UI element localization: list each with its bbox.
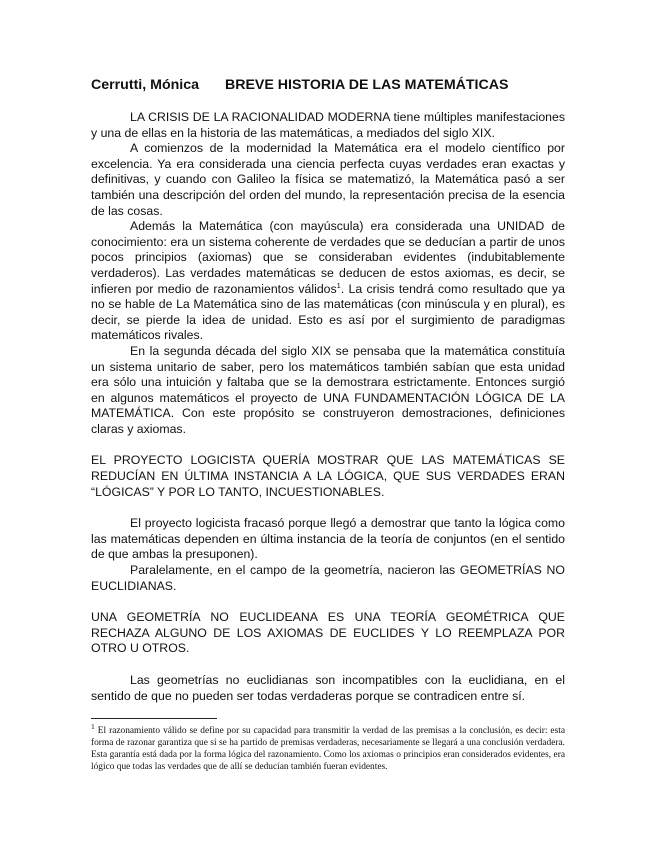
emphasis-paragraph-logicism: EL PROYECTO LOGICISTA QUERÍA MOSTRAR QUE LAS MATEMÁTICAS SE REDUCÍAN EN ÚLTIMA INSTANCIA A LA LÓGICA, QUE SUS VERDADES ERAN “LÓGICAS” Y POR LO TANTO, INCUESTIONABLES. [91,453,565,499]
paragraph-6: Paralelamente, en el campo de la geometría, nacieron las GEOMETRÍAS NO EUCLIDIANAS. [91,563,565,593]
document-page [91,76,565,773]
author-name: Cerrutti, Mónica [91,77,199,93]
paragraph-3 [91,219,565,344]
paragraph-5: El proyecto logicista fracasó porque llegó a demostrar que tanto la lógica como las matemáticas dependen en última instancia de la teoría de conjuntos (en el sentido de que ambas la presuponen). [91,516,565,562]
paragraph-1: LA CRISIS DE LA RACIONALIDAD MODERNA tiene múltiples manifestaciones y una de ellas en la historia de las matemáticas, a mediados del siglo XIX. [91,110,565,140]
paragraph-3-text-b: . La crisis tendrá como resultado que ya no se hable de La Matemática sino de las matemáticas (con minúscula y en plural), es decir, se pierde la idea de unidad. Esto es así por el surgimiento de paradigmas matemáticos rivales. [91,281,566,343]
footnote-number: 1 [91,722,95,732]
paragraph-2: A comienzos de la modernidad la Matemática era el modelo científico por excelencia. Ya era considerada una ciencia perfecta cuyas verdades eran exactas y definitivas, y cuando con Galileo la física se matematizó, la Matemática pasó a ser también una descripción del orden del mundo, la representación precisa de la esencia de las cosas. [91,141,565,218]
document-title: BREVE HISTORIA DE LAS MATEMÁTICAS [224,77,509,93]
paragraph-7: Las geometrías no euclidianas son incompatibles con la euclidiana, en el sentido de que no pueden ser todas verdaderas porque se contradicen entre sí. [91,673,565,703]
footnote-text: El razonamiento válido se define por su capacidad para transmitir la verdad de las premisas a la conclusión, es decir: esta forma de razonar garantiza que si se ha partido de premisas verdaderas, necesariamente se llegará a una conclusión verdadera. Esta garantía está dada por la forma lógica del razonamiento. Como los axiomas o principios eran considerados evidentes, era lógico que todas las verdades que de allí se deducían también fueran evidentes. [91,726,565,773]
paragraph-3-text-a: Además la Matemática (con mayúscula) era considerada una UNIDAD de conocimiento: era un sistema coherente de verdades que se deducían a partir de unos pocos principios (axiomas) que se consideraban evidentes (indubitablemente verdaderos). Las verdades matemáticas se deducen de estos axiomas, es decir, se infieren por medio de razonamientos válidos [91,219,565,296]
footnote-reference: 1 [336,280,341,290]
paragraph-4: En la segunda década del siglo XIX se pensaba que la matemática constituía un sistema unitario de saber, pero los matemáticos también sabían que esta unidad era sólo una intuición y faltaba que se la demostrara estrictamente. Entonces surgió en algunos matemáticos el proyecto de UNA FUNDAMENTACIÓN LÓGICA DE LA MATEMÁTICA. Con este propósito se construyeron demostraciones, definiciones claras y axiomas. [91,343,565,436]
footnote-divider [91,718,217,719]
emphasis-paragraph-non-euclidean: UNA GEOMETRÍA NO EUCLIDEANA ES UNA TEORÍA GEOMÉTRICA QUE RECHAZA ALGUNO DE LOS AXIOMAS DE EUCLIDES Y LO REEMPLAZA POR OTRO U OTROS. [91,610,565,656]
footnote [91,722,565,773]
document-header [91,76,565,94]
